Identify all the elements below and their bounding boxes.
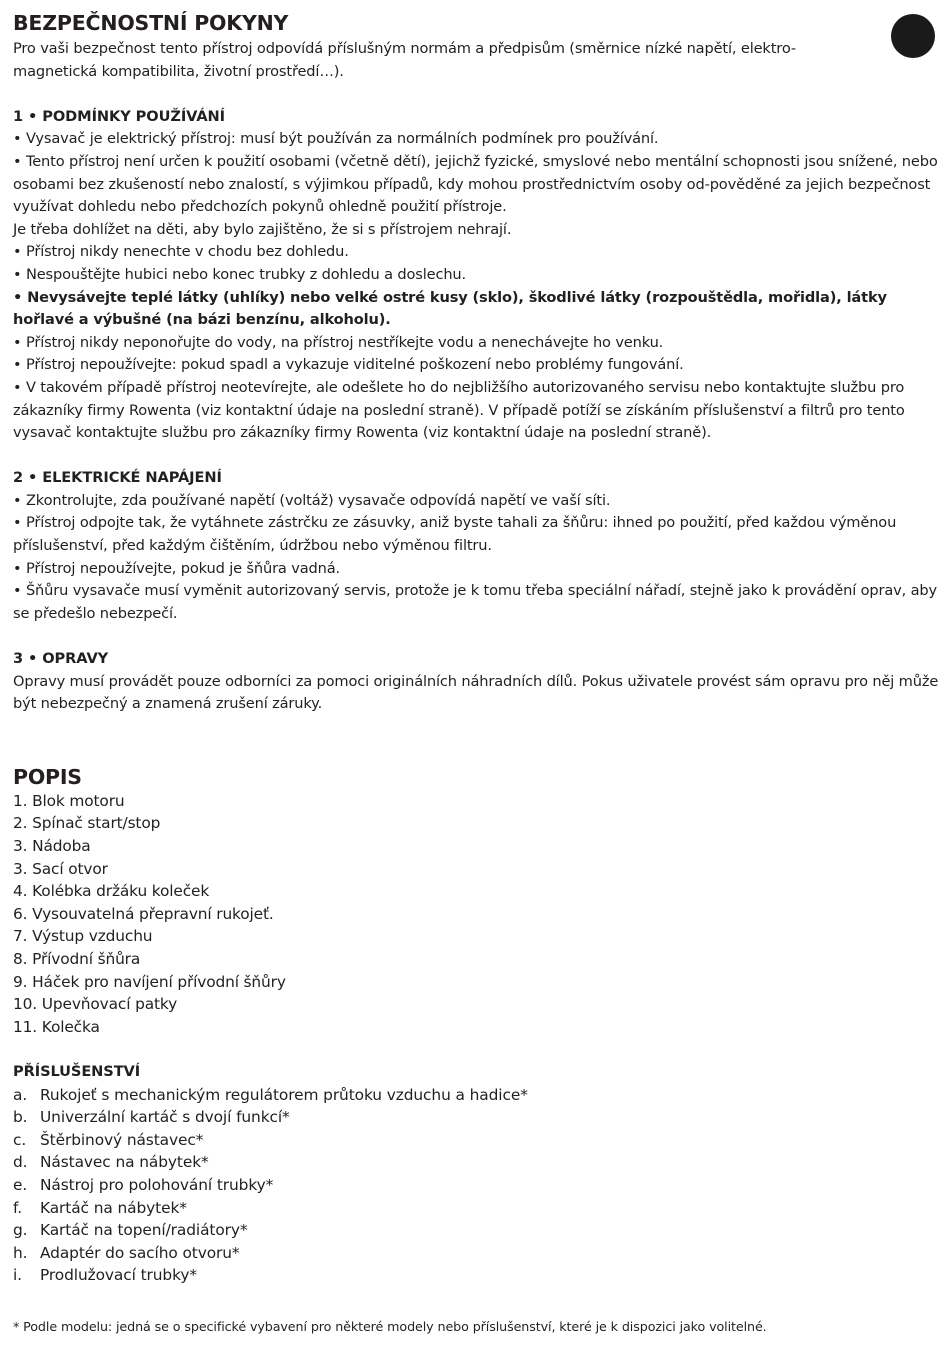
item-letter: c.	[13, 1130, 27, 1149]
item-letter: d.	[13, 1153, 28, 1172]
item-text: Rukojeť s mechanickým regulátorem průtoku vzduchu a hadice*	[40, 1085, 528, 1104]
item-text: Adaptér do sacího otvoru*	[40, 1243, 240, 1262]
section-2-para: • Přístroj odpojte tak, že vytáhnete zástrčku ze zásuvky, aniž byste tahali za šňůru: ihned po použití, před každou výměnou příslušenství, před každým čištěním, údržbou nebo výměnou filtru.	[13, 514, 897, 555]
footnote: * Podle modelu: jedná se o specifické vybavení pro některé modely nebo příslušenství, které je k dispozici jako volitelné.	[13, 1319, 767, 1334]
popis-list	[13, 790, 939, 1039]
list-item	[13, 1106, 939, 1129]
section-1-heading: 1 • PODMÍNKY POUŽÍVÁNÍ	[13, 107, 225, 125]
list-item: 1. Blok motoru	[13, 791, 125, 810]
section-1-para: • Nespouštějte hubici nebo konec trubky z dohledu a doslechu.	[13, 265, 467, 283]
section-1-para: Je třeba dohlížet na děti, aby bylo zajištěno, že si s přístrojem nehrají.	[13, 220, 512, 238]
item-letter: h.	[13, 1243, 28, 1262]
list-item	[13, 1264, 939, 1287]
section-3-para: Opravy musí provádět pouze odborníci za pomoci originálních náhradních dílů. Pokus uživatele provést sám opravu pro něj může být nebezpečný a znamená zrušení záruky.	[13, 672, 939, 713]
item-letter: i.	[13, 1266, 22, 1285]
section-2-para: • Přístroj nepoužívejte, pokud je šňůra vadná.	[13, 559, 340, 577]
list-item: 3. Nádoba	[13, 837, 91, 855]
section-1-para: • Vysavač je elektrický přístroj: musí být používán za normálních podmínek pro používání.	[13, 130, 659, 148]
section-1-warning-para: • Nevysávejte teplé látky (uhlíky) nebo velké ostré kusy (sklo), škodlivé látky (rozpouštědla, mořidla), látky hořlavé a výbušné (na bázi benzínu, alkoholu).	[13, 288, 887, 329]
item-text: Univerzální kartáč s dvojí funkcí*	[40, 1108, 290, 1127]
list-item	[13, 1197, 939, 1220]
list-item	[13, 1151, 939, 1174]
list-item: 3. Sací otvor	[13, 859, 108, 878]
list-item	[13, 1129, 939, 1152]
list-item	[13, 1242, 939, 1265]
accessories-title: PŘÍSLUŠENSTVÍ	[13, 1062, 141, 1080]
item-text: Nástroj pro polohování trubky*	[40, 1175, 274, 1194]
item-letter: f.	[13, 1198, 22, 1217]
item-text: Štěrbinový nástavec*	[40, 1130, 204, 1149]
section-1-para: • V takovém případě přístroj neotevírejte, ale odešlete ho do nejbližšího autorizovaného servisu nebo kontaktujte službu pro zákazníky firmy Rowenta (viz kontaktní údaje na poslední straně). V případě potíží se získáním příslušenství a filtrů pro tento vysavač kontaktujte službu pro zákazníky firmy Rowenta (viz kontaktní údaje na poslední straně).	[13, 378, 905, 442]
item-text: Prodlužovací trubky*	[40, 1266, 197, 1285]
list-item: 11. Kolečka	[13, 1017, 100, 1036]
safety-title: BEZPEČNOSTNÍ POKYNY	[13, 11, 289, 35]
item-text: Kartáč na nábytek*	[40, 1198, 187, 1217]
safety-intro: Pro vaši bezpečnost tento přístroj odpovídá příslušným normám a předpisům (směrnice nízké napětí, elektro-magnetická kompatibilita, životní prostředí…).	[13, 40, 796, 80]
list-item: 9. Háček pro navíjení přívodní šňůry	[13, 972, 286, 991]
section-2-para: • Šňůru vysavače musí vyměnit autorizovaný servis, protože je k tomu třeba speciální nářadí, stejně jako k provádění oprav, aby se předešlo nebezpečí.	[13, 582, 938, 622]
item-text: Kartáč na topení/radiátory*	[40, 1221, 248, 1240]
section-1-para: • Přístroj nikdy neponořujte do vody, na přístroj nestříkejte vodu a nenechávejte ho venku.	[13, 333, 664, 351]
item-text: Nástavec na nábytek*	[40, 1153, 209, 1172]
section-1-para: • Tento přístroj není určen k použití osobami (včetně dětí), jejichž fyzické, smyslové nebo mentální schopnosti jsou snížené, nebo osobami bez zkušeností nebo znalostí, s výjimkou případů, kdy mohou prostřednictvím osoby od-pověděné za jejich bezpečnost využívat dohledu nebo předchozích pokynů ohledně použití přístroje.	[13, 152, 938, 216]
list-item: 6. Vysouvatelná přepravní rukojeť.	[13, 904, 274, 923]
popis-title: POPIS	[13, 764, 82, 789]
section-1-para: • Přístroj nikdy nenechte v chodu bez dohledu.	[13, 243, 349, 261]
section-2-para: • Zkontrolujte, zda používané napětí (voltáž) vysavače odpovídá napětí ve vaší síti.	[13, 491, 611, 509]
list-item	[13, 1174, 939, 1197]
section-2-heading: 2 • ELEKTRICKÉ NAPÁJENÍ	[13, 469, 222, 487]
item-letter: b.	[13, 1108, 28, 1127]
document-page	[13, 8, 939, 1287]
item-letter: a.	[13, 1085, 28, 1104]
list-item	[13, 1084, 939, 1107]
section-1-para: • Přístroj nepoužívejte: pokud spadl a vykazuje viditelné poškození nebo problémy fungování.	[13, 356, 684, 374]
list-item: 7. Výstup vzduchu	[13, 927, 153, 946]
section-3-heading: 3 • OPRAVY	[13, 650, 109, 668]
list-item	[13, 1219, 939, 1242]
list-item: 2. Spínač start/stop	[13, 814, 161, 833]
list-item: 4. Kolébka držáku koleček	[13, 882, 210, 901]
list-item: 8. Přívodní šňůra	[13, 949, 141, 968]
accessories-list	[13, 1084, 939, 1287]
item-letter: e.	[13, 1175, 28, 1194]
item-letter: g.	[13, 1221, 28, 1240]
list-item: 10. Upevňovací patky	[13, 995, 178, 1014]
